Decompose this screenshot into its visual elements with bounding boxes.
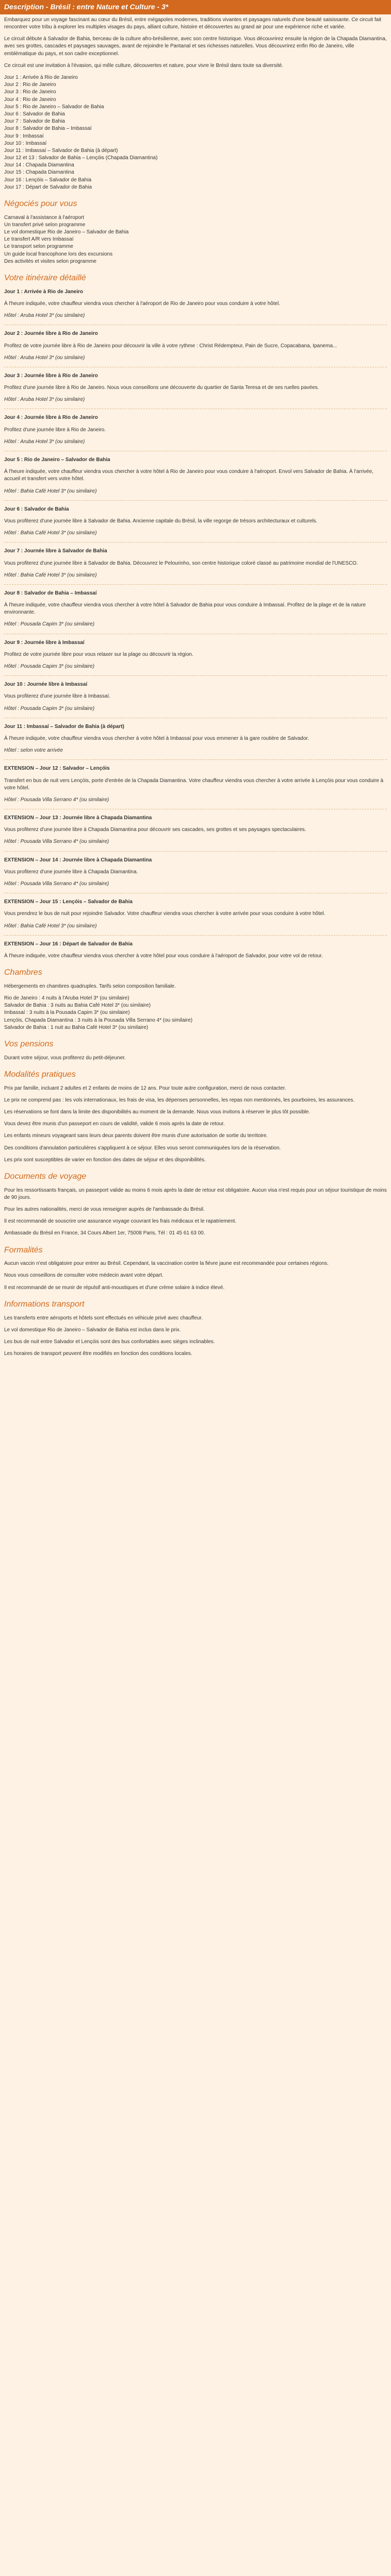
day-heading: EXTENSION – Jour 12 : Salvador – Lençóis: [4, 766, 110, 772]
persons-text: Durant votre séjour, vous profiterez du petit-déjeuner.: [4, 1055, 126, 1061]
documents-paragraph: Il est recommandé de souscrire une assurance voyage couvrant les frais médicaux et le rapatriement.: [4, 1218, 237, 1225]
room-line: Imbassaí : 3 nuits à la Pousada Capim 3* (ou similaire): [4, 1010, 130, 1016]
itinerary-day: [4, 506, 387, 537]
day-hotel: Hôtel : Aruba Hotel 3* (ou similaire): [4, 354, 85, 361]
modalities: [4, 1085, 387, 1164]
itinerary-day: [4, 548, 387, 579]
itinerary-day: [4, 765, 387, 804]
program-line: Jour 5 : Rio de Janeiro – Salvador de Bahia: [4, 104, 104, 110]
day-hotel: Hôtel : Bahia Café Hotel 3* (ou similaire): [4, 572, 97, 578]
transport-paragraph: Les bus de nuit entre Salvador et Lençóis sont des bus confortables avec sièges inclinables.: [4, 1338, 215, 1345]
section-title-documents: Documents de voyage: [4, 1172, 87, 1181]
program-line: Jour 15 : Chapada Diamantina: [4, 170, 74, 176]
day-heading: Jour 11 : Imbassaí – Salvador de Bahia (à départ): [4, 723, 124, 730]
program-line: Jour 7 : Salvador de Bahia: [4, 118, 65, 125]
day-heading: Jour 7 : Journée libre à Salvador de Bahia: [4, 548, 107, 554]
day-heading: EXTENSION – Jour 14 : Journée libre à Chapada Diamantina: [4, 857, 152, 863]
intro-paragraph: Le circuit débute à Salvador de Bahia, berceau de la culture afro-brésilienne, avec son centre historique. Vous découvrirez ensuite la région de la Chapada Diamantina, avec ses grottes, cascades et paysages sauvages, avant de rejoindre le Pantanal et ses richesses naturelles. Vous découvrirez enfin Rio de Janeiro, ville emblématique du pays, et son cadre exceptionnel.: [4, 36, 387, 57]
day-heading: Jour 6 : Salvador de Bahia: [4, 506, 69, 512]
day-text: Profitez de votre journée libre pour vous relaxer sur la plage ou découvrir la région.: [4, 651, 193, 657]
day-text: Vous profiterez d'une journée libre à Salvador de Bahia. Découvrez le Pelourinho, son centre historique coloré classé au patrimoine mondial de l'UNESCO.: [4, 560, 358, 566]
transport-info: [4, 1315, 387, 1358]
itinerary-day: [4, 899, 387, 930]
modality-paragraph: Des conditions d'annulation particulières s'appliquent à ce séjour. Elles vous seront communiquées lors de la réservation.: [4, 1145, 281, 1151]
program-line: Jour 10 : Imbassaí: [4, 140, 47, 146]
day-heading: Jour 8 : Salvador de Bahia – Imbassaí: [4, 590, 97, 596]
divider: [4, 851, 387, 852]
day-hotel: Hôtel : Pousada Capim 3* (ou similaire): [4, 705, 95, 711]
day-heading: Jour 2 : Journée libre à Rio de Janeiro: [4, 331, 98, 337]
program-line: Jour 3 : Rio de Janeiro: [4, 89, 56, 95]
formalities-paragraph: Il est recommandé de se munir de répulsif anti-moustiques et d'une crème solaire à indice élevé.: [4, 1284, 225, 1291]
day-hotel: Hôtel : Pousada Capim 3* (ou similaire): [4, 664, 95, 669]
program-line: Jour 9 : Imbassaí: [4, 133, 44, 139]
section-title-modalities: Modalités pratiques: [4, 1070, 76, 1079]
negociated-line: Un transfert privé selon programme: [4, 222, 86, 228]
program-line: Jour 12 et 13 : Salvador de Bahia – Lençóis (Chapada Diamantina): [4, 155, 158, 161]
day-text: À l'heure indiquée, votre chauffeur viendra vous chercher à votre hôtel à Salvador de Bahia pour vous conduire à Imbassaí. Profitez de la plage et de la nature environnante.: [4, 602, 366, 616]
day-heading: EXTENSION – Jour 16 : Départ de Salvador de Bahia: [4, 941, 133, 947]
divider: [4, 584, 387, 585]
negociated-line: Carnaval à l'assistance à l'aéroport: [4, 214, 85, 221]
program-line: Jour 4 : Rio de Janeiro: [4, 96, 56, 103]
itinerary-day: [4, 414, 387, 446]
itinerary-day: [4, 857, 387, 888]
itinerary-day: [4, 941, 387, 960]
intro: [4, 16, 387, 70]
itinerary-day: [4, 330, 387, 362]
program-line: Jour 8 : Salvador de Bahia – Imbassaí: [4, 126, 92, 132]
day-heading: Jour 5 : Rio de Janeiro – Salvador de Bahia: [4, 457, 110, 463]
section-title-persons: Vos pensions: [4, 1039, 54, 1048]
negociated-list: [4, 214, 387, 265]
program-line: Jour 17 : Départ de Salvador de Bahia: [4, 184, 92, 190]
day-hotel: Hôtel : Aruba Hotel 3* (ou similaire): [4, 313, 85, 319]
documents-paragraph: Pour les autres nationalités, merci de vous renseigner auprès de l'ambassade du Brésil.: [4, 1207, 205, 1212]
intro-paragraph: Ce circuit est une invitation à l'évasion, qui mêle culture, découvertes et nature, pour vivre le Brésil dans toute sa diversité.: [4, 62, 284, 69]
room-line: Lençóis, Chapada Diamantina : 3 nuits à la Pousada Villa Serrano 4* (ou similaire): [4, 1017, 193, 1023]
day-heading: Jour 4 : Journée libre à Rio de Janeiro: [4, 415, 98, 421]
formalities: [4, 1260, 387, 1292]
day-text: À l'heure indiquée, votre chauffeur viendra vous chercher à votre hôtel à Rio de Janeiro pour vous conduire à l'aéroport. Envol vers Salvador de Bahia. À l'arrivée, accueil et transfert vers votre hôtel.: [4, 469, 373, 482]
itinerary-day: [4, 639, 387, 671]
divider: [4, 759, 387, 760]
day-hotel: Hôtel : Aruba Hotel 3* (ou similaire): [4, 397, 85, 403]
day-text: Profitez d'une journée libre à Rio de Janeiro. Nous vous conseillons une découverte du quartier de Santa Teresa et de ses ruelles pavées.: [4, 385, 319, 391]
day-heading: Jour 1 : Arrivée à Rio de Janeiro: [4, 289, 84, 295]
content: [0, 14, 391, 1375]
negociated-line: Le transport selon programme: [4, 244, 73, 250]
room-line: Salvador de Bahia : 1 nuit au Bahia Café Hotel 3* (ou similaire): [4, 1024, 149, 1030]
section-title-transport: Informations transport: [4, 1299, 85, 1309]
day-text: Profitez d'une journée libre à Rio de Janeiro.: [4, 427, 106, 433]
divider: [4, 935, 387, 936]
day-heading: Jour 9 : Journée libre à Imbassaí: [4, 639, 85, 646]
formalities-paragraph: Nous vous conseillons de consulter votre médecin avant votre départ.: [4, 1273, 164, 1279]
modality-paragraph: Le prix ne comprend pas : les vols internationaux, les frais de visa, les dépenses personnelles, les repas non mentionnés, les pourboires, les assurances.: [4, 1097, 355, 1103]
negociated-line: Le vol domestique Rio de Janeiro – Salvador de Bahia: [4, 229, 129, 235]
day-hotel: Hôtel : Bahia Café Hotel 3* (ou similaire): [4, 530, 97, 536]
transport-paragraph: Les horaires de transport peuvent être modifiés en fonction des conditions locales.: [4, 1351, 192, 1357]
day-text: À l'heure indiquée, votre chauffeur viendra vous chercher à votre hôtel pour vous conduire à l'aéroport de Salvador, pour votre vol de retour.: [4, 953, 323, 959]
itinerary-day: [4, 723, 387, 755]
itinerary-day: [4, 590, 387, 629]
day-hotel: Hôtel : selon votre arrivée: [4, 748, 63, 754]
day-hotel: Hôtel : Bahia Café Hotel 3* (ou similaire): [4, 923, 97, 929]
day-hotel: Hôtel : Pousada Villa Serrano 4* (ou similaire): [4, 881, 109, 887]
program-line: Jour 16 : Lençóis – Salvador de Bahia: [4, 177, 91, 183]
transport-paragraph: Les transferts entre aéroports et hôtels sont effectués en véhicule privé avec chauffeur.: [4, 1315, 203, 1321]
itinerary-day: [4, 456, 387, 495]
rooms: [4, 983, 387, 1031]
day-hotel: Hôtel : Bahia Café Hotel 3* (ou similaire): [4, 488, 97, 494]
day-text: Transfert en bus de nuit vers Lençóis, porte d'entrée de la Chapada Diamantina. Votre chauffeur viendra vous chercher à votre arrivée à Lençóis pour vous conduire à votre hôtel.: [4, 777, 384, 791]
divider: [4, 542, 387, 543]
section-title-itinerary: Votre itinéraire détaillé: [4, 274, 86, 283]
modality-paragraph: Prix par famille, incluant 2 adultes et 2 enfants de moins de 12 ans. Pour toute autre configuration, merci de nous contacter.: [4, 1085, 286, 1091]
intro-paragraph: Embarquez pour un voyage fascinant au cœur du Brésil, entre mégapoles modernes, traditions vivantes et paysages naturels d'une beauté saisissante. Ce circuit fait rencontrer votre tribu à explorer les multiples visages du pays, alliant culture, histoire et découvertes au grand air pour une expérience riche et variée.: [4, 16, 382, 30]
day-text: Vous profiterez d'une journée libre à Salvador de Bahia. Ancienne capitale du Brésil, la ville regorge de trésors architecturaux et culturels.: [4, 518, 318, 524]
section-title-rooms: Chambres: [4, 968, 42, 977]
program-line: Jour 14 : Chapada Diamantina: [4, 162, 74, 168]
modality-paragraph: Les enfants mineurs voyageant sans leurs deux parents doivent être munis d'une autorisation de sortie du territoire.: [4, 1133, 268, 1139]
rooms-text: Hébergements en chambres quadruples. Tarifs selon composition familiale.: [4, 983, 176, 989]
program-list: [4, 74, 387, 191]
modality-paragraph: Les prix sont susceptibles de varier en fonction des dates de séjour et des disponibilités.: [4, 1157, 206, 1163]
page-banner: Description - Brésil : entre Nature et Culture - 3*: [0, 0, 391, 14]
formalities-paragraph: Aucun vaccin n'est obligatoire pour entrer au Brésil. Cependant, la vaccination contre la fièvre jaune est recommandée pour certaines régions.: [4, 1261, 329, 1267]
itinerary-day: [4, 681, 387, 713]
section-title-negociated: Négociés pour vous: [4, 199, 77, 208]
program-line: Jour 11 : Imbassaí – Salvador de Bahia (à départ): [4, 147, 118, 154]
day-text: Vous profiterez d'une journée libre à Chapada Diamantina pour découvrir ses cascades, ses grottes et ses paysages spectaculaires.: [4, 827, 306, 833]
day-hotel: Hôtel : Pousada Capim 3* (ou similaire): [4, 621, 95, 628]
itinerary-day: [4, 372, 387, 404]
room-line: Rio de Janeiro : 4 nuits à l'Aruba Hotel 3* (ou similaire): [4, 995, 129, 1002]
itinerary: [4, 289, 387, 960]
program-line: Jour 6 : Salvador de Bahia: [4, 111, 65, 117]
program-line: Jour 2 : Rio de Janeiro: [4, 82, 56, 88]
divider: [4, 500, 387, 501]
day-hotel: Hôtel : Pousada Villa Serrano 4* (ou similaire): [4, 796, 109, 803]
documents-paragraph: Pour les ressortissants français, un passeport valide au moins 6 mois après la date de retour est obligatoire. Aucun visa n'est requis pour un séjour touristique de moins de 90 jours.: [4, 1187, 387, 1200]
documents-paragraph: Ambassade du Brésil en France, 34 Cours Albert 1er, 75008 Paris, Tél : 01 45 61 63 00.: [4, 1230, 205, 1236]
day-text: Profitez de votre journée libre à Rio de Janeiro pour découvrir la ville à votre rythme : Christ Rédempteur, Pain de Sucre, Copacabana, Ipanema...: [4, 343, 337, 349]
negociated-line: Le transfert A/R vers Imbassaí: [4, 236, 74, 243]
transport-paragraph: Le vol domestique Rio de Janeiro – Salvador de Bahia est inclus dans le prix.: [4, 1327, 181, 1333]
day-text: Vous prendrez le bus de nuit pour rejoindre Salvador. Votre chauffeur viendra vous chercher à votre arrivée pour vous conduire à votre hôtel.: [4, 911, 325, 917]
day-text: À l'heure indiquée, votre chauffeur viendra vous chercher à votre hôtel à Imbassaí pour vous emmener à la gare routière de Salvador.: [4, 735, 309, 741]
section-title-formalities: Formalités: [4, 1245, 43, 1255]
day-heading: EXTENSION – Jour 13 : Journée libre à Chapada Diamantina: [4, 815, 152, 821]
day-hotel: Hôtel : Pousada Villa Serrano 4* (ou similaire): [4, 839, 109, 845]
day-text: Vous profiterez d'une journée libre à Imbassaí.: [4, 693, 110, 700]
program-line: Jour 1 : Arrivée à Rio de Janeiro: [4, 75, 78, 80]
day-heading: Jour 10 : Journée libre à Imbassaí: [4, 682, 88, 688]
room-line: Salvador de Bahia : 3 nuits au Bahia Café Hotel 3* (ou similaire): [4, 1003, 151, 1009]
day-text: À l'heure indiquée, votre chauffeur viendra vous chercher à l'aéroport de Rio de Janeiro pour vous conduire à votre hôtel.: [4, 300, 281, 307]
documents: [4, 1187, 387, 1238]
modality-paragraph: Vous devez être munis d'un passeport en cours de validité, valide 6 mois après la date de retour.: [4, 1121, 225, 1127]
day-text: Vous profiterez d'une journée libre à Chapada Diamantina.: [4, 869, 138, 875]
day-heading: EXTENSION – Jour 15 : Lençóis – Salvador de Bahia: [4, 899, 133, 905]
divider: [4, 675, 387, 676]
negociated-line: Un guide local francophone lors des excursions: [4, 251, 113, 257]
day-hotel: Hôtel : Aruba Hotel 3* (ou similaire): [4, 438, 85, 445]
negociated-line: Des activités et visites selon programme: [4, 258, 96, 264]
itinerary-day: [4, 815, 387, 846]
modality-paragraph: Les réservations se font dans la limite des disponibilités au moment de la demande. Nous vous invitons à réserver le plus tôt possible.: [4, 1109, 311, 1115]
day-heading: Jour 3 : Journée libre à Rio de Janeiro: [4, 372, 98, 379]
itinerary-day: [4, 289, 387, 320]
